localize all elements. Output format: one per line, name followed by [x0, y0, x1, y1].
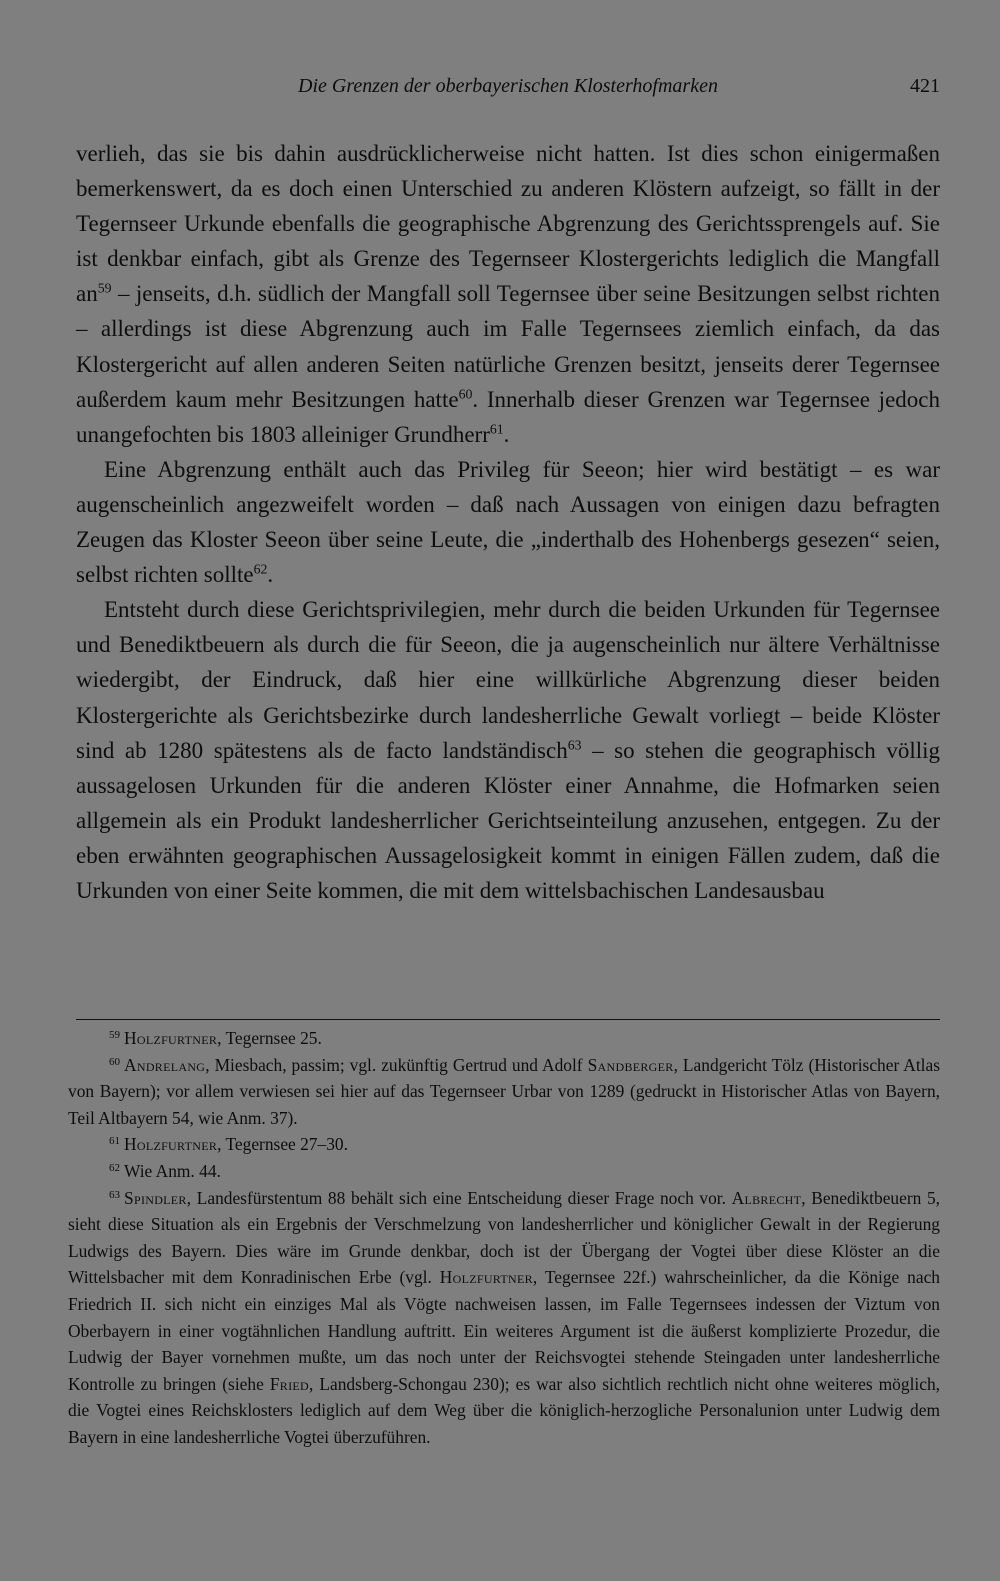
footnote-59: 59 Holzfurtner, Tegernsee 25. [109, 1028, 322, 1048]
footnote-ref-60[interactable]: 60 [458, 386, 473, 402]
page-header [76, 70, 940, 102]
footnote-author: Holzfurtner [439, 1267, 533, 1288]
footnote-author: Holzfurtner [124, 1134, 218, 1155]
footnote-author: Andrelang [124, 1054, 206, 1075]
footnote-63: 63 Spindler, Landesfürstentum 88 behält sich eine Entscheidung dieser Frage noch vor. Albrecht, Benediktbeuern 5, sieht diese Situation als ein Ergebnis der Verschmelzung von landesherrlicher und königlicher Gewalt in der Regierung Ludwigs des Bayern. Dies wäre im Grunde denkbar, doch ist der Übergang der Vogtei über diese Klöster an die Wittelsbacher mit dem Konradinischen Erbe (vgl. Holzfurtner, Tegernsee 22f.) wahrscheinlicher, da die Könige nach Friedrich II. sich nicht ein einziges Mal als Vögte nachweisen lassen, im Falle Tegernsees indessen der Viztum von Oberbayern in einer vogtähnlichen Handlung auftritt. Ein weiteres Argument ist die äußerst komplizierte Prozedur, die Ludwig der Bayer vornehmen mußte, um das noch unter der Reichsvogtei stehende Steingaden unter landesherrliche Kontrolle zu bringen (siehe Fried, Landsberg-Schongau 230); es war also sichtlich rechtlich nicht ohne weiteres möglich, die Vogtei eines Reichsklosters lediglich auf dem Weg über die königlich-herzogliche Personalunion unter Ludwig dem Bayern in eine landesherrliche Vogtei überzuführen. [68, 1187, 941, 1447]
footnote-ref-59[interactable]: 59 [97, 281, 112, 297]
footnote-author: Fried [269, 1373, 309, 1394]
footnote-author: Sandberger [587, 1054, 674, 1075]
footnotes [68, 1025, 940, 1451]
footnote-ref-63[interactable]: 63 [567, 737, 582, 753]
footnote-author: Albrecht [731, 1187, 802, 1208]
footnote-divider [76, 1019, 940, 1020]
footnote-author: Spindler [124, 1187, 187, 1208]
footnote-62: 62 Wie Anm. 44. [109, 1160, 221, 1181]
footnote-61: 61 Holzfurtner, Tegernsee 27–30. [109, 1134, 348, 1155]
footnote-ref-62[interactable]: 62 [253, 561, 268, 577]
paragraph-2: Eine Abgrenzung enthält auch das Privileg für Seeon; hier wird bestätigt – es war augenscheinlich angezweifelt worden – daß nach Aussagen von einigen dazu befragten Zeugen das Kloster Seeon über seine Leute, die „inderthalb des Hohenbergs gesezen“ seien, selbst richten sollte$^{62}$. [76, 456, 940, 588]
running-title: Die Grenzen der oberbayerischen Klosterhofmarken [298, 75, 718, 97]
paragraph-3: Entsteht durch diese Gerichtsprivilegien, mehr durch die beiden Urkunden für Tegernsee und Benediktbeuern als durch die für Seeon, die ja augenscheinlich nur ältere Verhältnisse wiedergibt, der Eindruck, daß hier eine willkürliche Abgrenzung dieser beiden Klostergerichte als Gerichtsbezirke durch landesherrliche Gewalt vorliegt – beide Klöster sind ab 1280 spätestens als de facto landständisch$^{63}$ – so stehen die geographisch völlig aussagelosen Urkunden für die anderen Klöster einer Annahme, die Hofmarken seien allgemein als ein Produkt landesherrlicher Gerichtseinteilung anzusehen, entgegen. Zu der eben erwähnten geographischen Aussagelosigkeit kommt in einigen Fällen zudem, daß die Urkunden von einer Seite kommen, die mit dem wittelsbachischen Landesausbau [76, 597, 940, 903]
footnote-ref-61[interactable]: 61 [489, 421, 504, 437]
footnote-author: Holzfurtner [124, 1028, 218, 1048]
footnote-60: 60 Andrelang, Miesbach, passim; vgl. zukünftig Gertrud und Adolf Sandberger, Landgericht Tölz (Historischer Atlas von Bayern); vor allem verwiesen sei hier auf das Tegernseer Urbar von 1289 (gedruckt in Historischer Atlas von Bayern, Teil Altbayern 54, wie Anm. 37). [68, 1054, 940, 1128]
main-text [76, 136, 940, 908]
page-number: 421 [910, 75, 940, 97]
paragraph-1: verlieh, das sie bis dahin ausdrücklicherweise nicht hatten. Ist dies schon einigermaßen bemerkenswert, da es doch einen Unterschied zu anderen Klöstern aufzeigt, so fällt in der Tegernseer Urkunde ebenfalls die geographische Abgrenzung des Gerichtssprengels auf. Sie ist denkbar einfach, gibt als Grenze des Tegernseer Klostergerichts lediglich die Mangfall $an^{59}$ – jenseits, d.h. südlich der Mangfall soll Tegernsee über seine Besitzungen selbst richten – allerdings ist diese Abgrenzung auch im Falle Tegernsees ziemlich einfach, da das Klostergericht auf allen anderen Seiten natürliche Grenzen besitzt, jenseits derer Tegernsee außerdem kaum mehr Besitzungen hatte$^{60}$. Innerhalb dieser Grenzen war Tegernsee jedoch unangefochten bis 1803 alleiniger Grundherr$^{61}$. [76, 141, 940, 447]
